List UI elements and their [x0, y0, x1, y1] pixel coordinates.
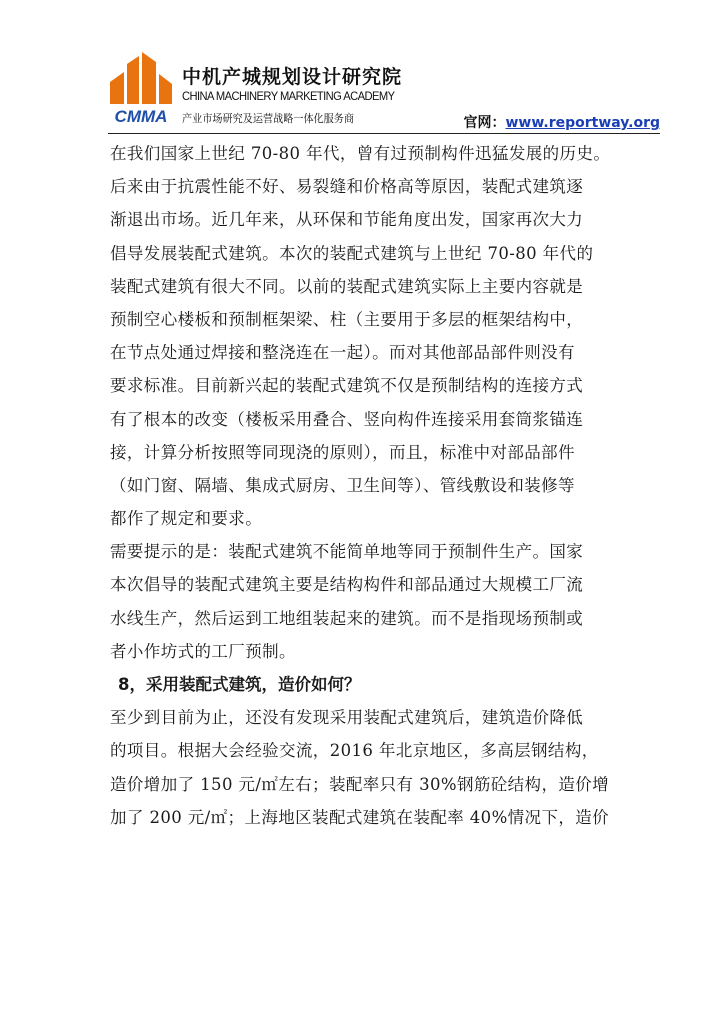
text-line: （如门窗、隔墙、集成式厨房、卫生间等）、管线敷设和装修等 — [110, 475, 575, 495]
website-label-text: 官网： — [463, 115, 506, 131]
cmma-logo-icon — [108, 52, 174, 126]
company-name-en: CHINA MACHINERY MARKETING ACADEMY — [182, 89, 395, 103]
logo-tall-block — [142, 52, 156, 104]
document-body — [110, 137, 662, 834]
text-line: 的项目。根据大会经验交流，2016 年北京地区，多高层钢结构， — [110, 741, 599, 761]
company-name-cn: 中机产城规划设计研究院 — [182, 66, 403, 88]
company-slogan: 产业市场研究及运营战略一体化服务商 — [182, 112, 355, 125]
text-line: 需要提示的是：装配式建筑不能简单地等同于预制件生产。国家 — [110, 542, 584, 562]
text-line: 加了 200 元/㎡；上海地区装配式建筑在装配率 40%情况下，造价 — [110, 807, 610, 827]
text-line: 要求标准。目前新兴起的装配式建筑不仅是预制结构的连接方式 — [110, 376, 584, 396]
paragraph-prefab-history — [110, 137, 662, 535]
website-link[interactable]: www.reportway.org — [505, 115, 660, 131]
paragraph-cost — [110, 701, 662, 834]
section-heading-cost: 8，采用装配式建筑，造价如何？ — [118, 675, 361, 694]
paragraph-notice — [110, 535, 662, 668]
document-header — [108, 52, 660, 130]
logo-left-block — [110, 72, 124, 104]
header-divider — [108, 133, 660, 134]
text-line: 倡导发展装配式建筑。本次的装配式建筑与上世纪 70-80 年代的 — [110, 243, 594, 263]
logo-right-block — [159, 74, 172, 104]
text-line: 有了根本的改变（楼板采用叠合、竖向构件连接采用套筒浆锚连 — [110, 409, 584, 429]
text-line: 接，计算分析按照等同现浇的原则），而且，标准中对部品部件 — [110, 442, 575, 462]
text-line: 在我们国家上世纪 70-80 年代，曾有过预制构件迅猛发展的历史。 — [110, 144, 611, 163]
text-line: 渐退出市场。近几年来，从环保和节能角度出发，国家再次大力 — [110, 210, 584, 230]
logo-text: CMMA — [114, 107, 168, 126]
website-label — [463, 112, 660, 132]
text-line: 都作了规定和要求。 — [110, 509, 263, 529]
logo-mid-block — [127, 56, 139, 104]
text-line: 本次倡导的装配式建筑主要是结构构件和部品通过大规模工厂流 — [110, 575, 584, 595]
text-line: 预制空心楼板和预制框架梁、柱（主要用于多层的框架结构中， — [110, 309, 584, 329]
text-line: 水线生产，然后运到工地组装起来的建筑。而不是指现场预制或 — [110, 608, 584, 628]
text-line: 者小作坊式的工厂预制。 — [110, 641, 296, 661]
text-line: 装配式建筑有很大不同。以前的装配式建筑实际上主要内容就是 — [110, 276, 584, 296]
text-line: 在节点处通过焊接和整浇连在一起）。而对其他部品部件则没有 — [110, 343, 575, 363]
text-line: 至少到目前为止，还没有发现采用装配式建筑后，建筑造价降低 — [110, 708, 584, 728]
text-line: 后来由于抗震性能不好、易裂缝和价格高等原因，装配式建筑逐 — [110, 177, 584, 197]
text-line: 造价增加了 150 元/㎡左右；装配率只有 30%钢筋砼结构，造价增 — [110, 774, 610, 794]
